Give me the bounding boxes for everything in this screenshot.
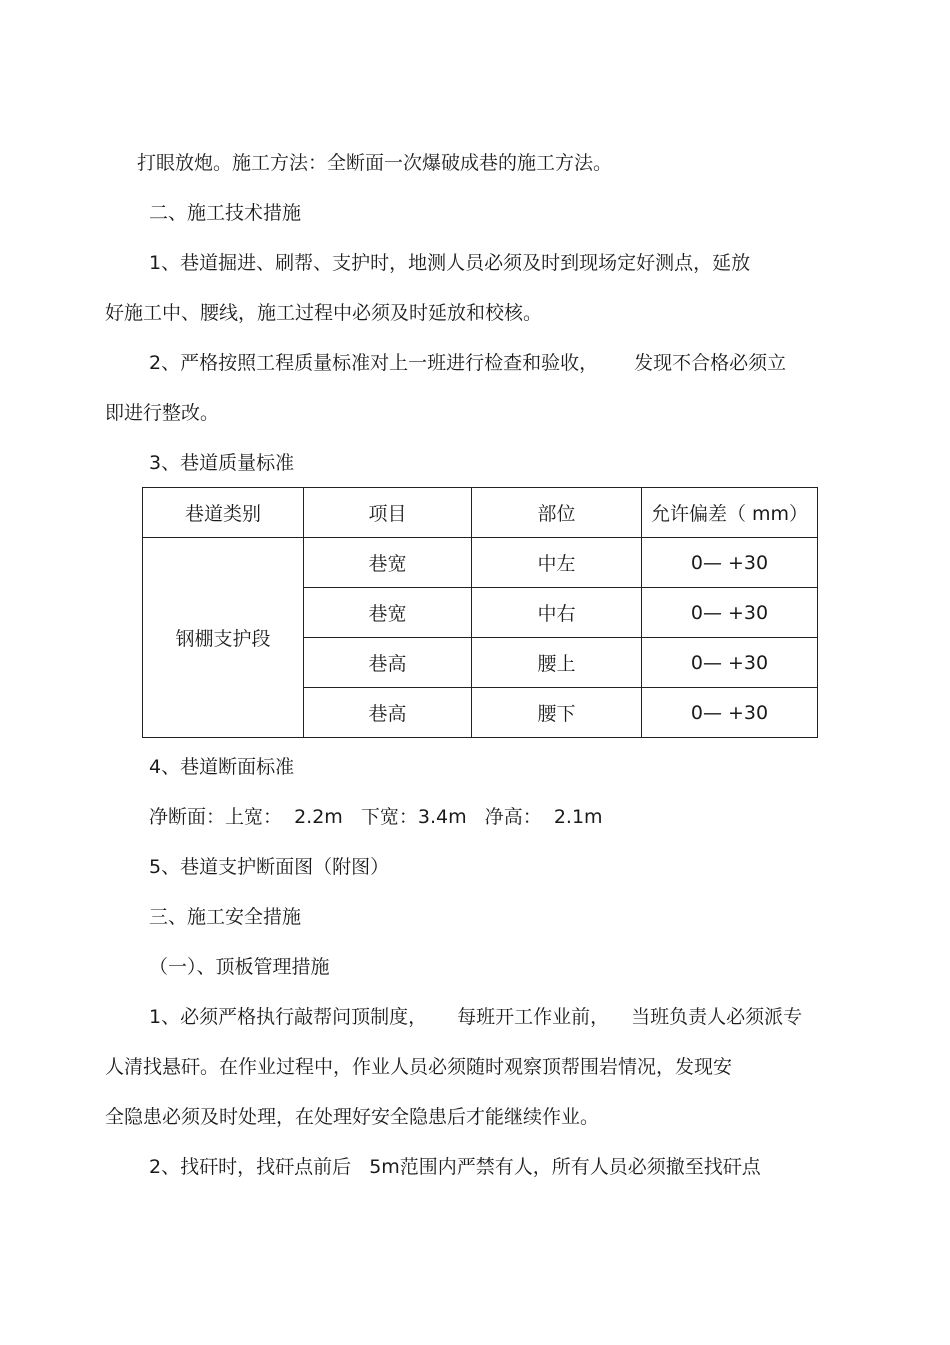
cell-part: 中右 [472, 588, 642, 638]
table-header-row [143, 488, 818, 538]
cell-tolerance: 0— +30 [642, 638, 818, 688]
item-2-line-1 [149, 351, 786, 375]
item-3-heading: 3、巷道质量标准 [149, 452, 295, 474]
cell-tolerance: 0— +30 [642, 588, 818, 638]
item-2-line-2: 即进行整改。 [105, 402, 220, 424]
item-4-heading: 4、巷道断面标准 [149, 756, 295, 778]
safety-item-1-part-1: 1、必须严格执行敲帮问顶制度， [149, 1006, 428, 1028]
safety-item-1-line-1 [149, 1005, 802, 1029]
section-heading-safety-measures: 三、施工安全措施 [149, 906, 302, 928]
subsection-roof-management: （一）、顶板管理措施 [149, 956, 330, 978]
cell-part: 腰上 [472, 638, 642, 688]
item-1-line-2: 好施工中、腰线，施工过程中必须及时延放和校核。 [105, 302, 543, 324]
cell-part: 腰下 [472, 688, 642, 738]
header-category: 巷道类别 [143, 488, 304, 538]
item-1-line-1: 1、巷道掘进、刷帮、支护时，地测人员必须及时到现场定好测点，延放 [149, 252, 751, 274]
section-dimensions: 净断面：上宽： 2.2m 下宽：3.4m 净高： 2.1m [149, 806, 603, 828]
item-2-part-1: 2、严格按照工程质量标准对上一班进行检查和验收， [149, 352, 599, 374]
cell-tolerance: 0— +30 [642, 688, 818, 738]
cell-item: 巷高 [304, 688, 472, 738]
cell-item: 巷高 [304, 638, 472, 688]
category-cell: 钢棚支护段 [143, 538, 304, 738]
paragraph-continuation: 打眼放炮。施工方法：全断面一次爆破成巷的施工方法。 [137, 152, 613, 174]
header-item: 项目 [304, 488, 472, 538]
safety-item-2-line-1: 2、找矸时，找矸点前后 5m范围内严禁有人，所有人员必须撤至找矸点 [149, 1156, 761, 1178]
safety-item-1-line-2: 人清找悬矸。在作业过程中，作业人员必须随时观察顶帮围岩情况，发现安 [105, 1056, 733, 1078]
header-tolerance: 允许偏差（ mm） [642, 488, 818, 538]
quality-standard-table [142, 487, 818, 738]
cell-item: 巷宽 [304, 538, 472, 588]
table-row [143, 538, 818, 588]
safety-item-1-part-3: 当班负责人必须派专 [631, 1006, 803, 1028]
header-part: 部位 [472, 488, 642, 538]
safety-item-1-part-2: 每班开工作业前， [457, 1006, 610, 1028]
item-2-part-2: 发现不合格必须立 [634, 352, 787, 374]
safety-item-1-line-3: 全隐患必须及时处理，在处理好安全隐患后才能继续作业。 [105, 1106, 600, 1128]
item-5-heading: 5、巷道支护断面图（附图） [149, 856, 390, 878]
cell-item: 巷宽 [304, 588, 472, 638]
section-heading-technical-measures: 二、施工技术措施 [149, 202, 302, 224]
cell-part: 中左 [472, 538, 642, 588]
cell-tolerance: 0— +30 [642, 538, 818, 588]
